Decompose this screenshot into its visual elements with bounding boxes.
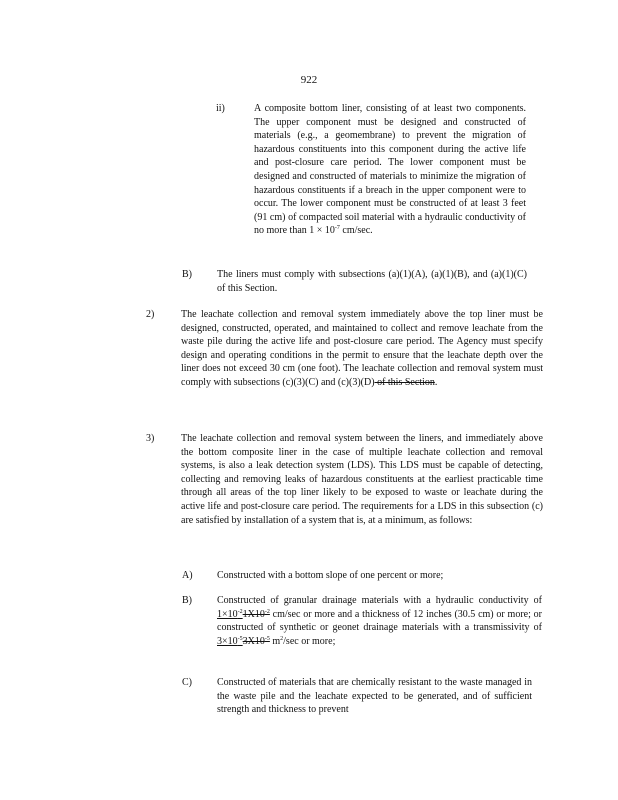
inserted-transmissivity-base: 3×10: [217, 635, 238, 647]
item-B-liners-text: The liners must comply with subsections (a)(1)(A), (a)(1)(B), and (a)(1)(C) of this Section.: [217, 269, 527, 294]
drainage-text-3: cm/sec or more and a thickness of 12 inches (30.5 cm) or more; or constructed of synthetic or geonet drainage materials with a transmissivity of: [217, 608, 542, 634]
item-ii-label: ii): [216, 103, 225, 114]
struck-transmissivity-exp: -5: [264, 635, 270, 642]
struck-conductivity-exp: -2: [264, 608, 270, 615]
item-ii-text: [254, 102, 526, 238]
struck-conductivity-base: 1X10: [242, 608, 265, 620]
item-2-struck-text: of this Section: [374, 376, 435, 388]
item-B-liners-label: B): [182, 269, 192, 280]
item-A-label: A): [182, 570, 193, 581]
struck-conductivity: [243, 609, 270, 620]
item-ii-text-a: A composite bottom liner, consisting of at least two components. The upper component must be designed and constructed of materials (e.g., a geomembrane) to prevent the migration of hazardous constituents into this component during the active life and post-closure care period. The lower component must be designed and constructed of materials to minimize the migration of hazardous constituents if a breach in the upper component were to occur. The lower component must be constructed of at least 3 feet (91 cm) of compacted soil material with a hydraulic conductivity of no more than 1 × 10: [254, 103, 526, 237]
unit-exponent: 2: [280, 635, 284, 642]
item-3-label: 3): [146, 433, 155, 444]
inserted-conductivity: [217, 609, 243, 620]
item-A-text: Constructed with a bottom slope of one percent or more;: [217, 570, 444, 581]
inserted-transmissivity-exp: -5: [237, 635, 243, 642]
item-2-label: 2): [146, 309, 155, 320]
inserted-conductivity-base: 1×10: [217, 608, 238, 620]
item-C-text: Constructed of materials that are chemically resistant to the waste managed in the waste pile and the leachate expected to be generated, and of sufficient strength and thickness to prevent: [217, 677, 532, 716]
item-2-body: The leachate collection and removal system immediately above the top liner must be designed, constructed, operated, and maintained to collect and remove leachate from the waste pile during the active life and post-closure care period. The Agency must specify design and operating conditions in the permit to ensure that the leachate depth over the liner does not exceed 30 cm (one foot). The leachate collection and removal system must comply with subsections (c)(3)(C) and (c)(3)(D): [181, 309, 543, 388]
item-ii-exponent: -7: [334, 225, 340, 232]
struck-transmissivity-base: 3X10: [242, 635, 265, 647]
item-C-label: C): [182, 677, 192, 688]
drainage-text-5: m: [269, 635, 281, 647]
item-B-drainage-label: B): [182, 595, 192, 606]
drainage-text-6: /sec or more;: [283, 635, 336, 647]
inserted-transmissivity: [217, 636, 243, 647]
item-B-drainage-text: [217, 594, 542, 648]
page-number: 922: [300, 74, 318, 86]
drainage-text-1: Constructed of granular drainage materials with a hydraulic conductivity of: [217, 595, 542, 606]
inserted-conductivity-exp: -2: [237, 608, 243, 615]
item-2-text: The leachate collection and removal system immediately above the top liner must be designed, constructed, operated, and maintained to collect and remove leachate from the waste pile during the active life and post-closure care period. The Agency must specify design and operating conditions in the permit to ensure that the leachate depth over the liner does not exceed 30 cm (one foot). The leachate collection and removal system must comply with subsections (c)(3)(C) and (c)(3)(D) of this Section.: [181, 309, 543, 388]
struck-transmissivity: [243, 636, 270, 647]
item-ii-text-b: cm/sec.: [339, 225, 373, 237]
item-3-text: The leachate collection and removal system between the liners, and immediately above the bottom composite liner in the case of multiple leachate collection and removal systems, is also a leak detection system (LDS). This LDS must be capable of detecting, collecting and removing leaks of hazardous constituents at the earliest practicable time through all areas of the top liner likely to be exposed to waste or leachate during the active life and post-closure care period. The requirements for a LDS in this subsection (c) are satisfied by installation of a system that is, at a minimum, as follows:: [181, 433, 543, 526]
